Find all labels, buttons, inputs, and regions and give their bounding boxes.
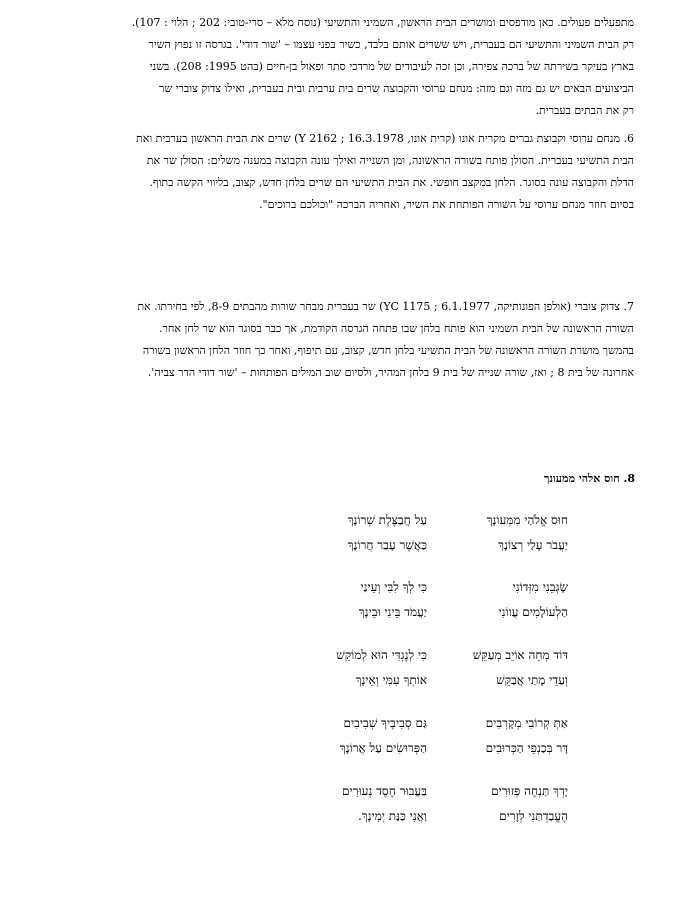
verse-sogar: יַעֲמֹד בֵּינִי וּבֵינָךְ [358,605,427,619]
verse-dalet: הַלְעוֹלָמִים עֲווֹנִי [498,605,568,619]
verse-dalet: דָּר בְּכַנְפֵי הַכְּרוּבִים [485,741,568,755]
text-line: בהמשך מושרת השורה הראשונה של הבית התשיעי בלחן חדש, קצוב, עם תיפוף, ואחר כך חוזר הלחן הראשון בשורה [142,344,634,357]
verse-sogar: כַּאֲשֶׁר עָבַר חֲרוֹנָךְ [347,538,427,552]
text-line: הדלת והקבוצה עונה בסוגר. הלחן במקצב חופשי. את הבית התשיעי הם שרים בלחן חדש, קצוב, בליווי הקשה בתוף. [149,176,634,189]
text-line: רק הבית השמיני והתשיעי הם בעברית, ויש ששרים אותם בלבד, כשיר בפני עצמו – 'שור דודי'. בגרסה זו נפוץ השיר [148,38,634,51]
intro-paragraph [62,12,634,122]
verse-sogar: כִּי לְךָ לִבִּי וְעֵינַי [360,580,427,594]
verse-dalet: יָדְךָ תַּנְחֶה פְּזוּרִים [491,784,568,798]
verse-dalet: דּוֹד מְחֵה אוֹיֵב מְעַקֵּשׁ [472,648,568,662]
text-line: הבית התשיעי בעברית. הסולן פותח בשורה הראשונה, ומן השנייה ואילך עונה הקבוצה במענה משלים: הסולן שר את [146,154,634,167]
verse-sogar: בַּעֲבוּר חֶסֶד נְעוּרִים [342,784,427,798]
text-line: רק את הבתים בעברית. [535,104,634,117]
text-line: מתפעלים פעולים. כאן מודפסים ומושרים הבית הראשון, השמיני והתשיעי (נוסח מלא – סרי-טובי: 202 ; הלוי : 107). [131,16,634,29]
text-line: בסיום חוזר מנחם ערוסי על השורה הפותחת את השיר, ואחריה הברכה "וכולכם ברוכים". [259,198,634,211]
verse-sogar: כִּי לְנֶגְדִּי הוּא לְמוֹקֵשׁ [336,648,427,662]
text-line: 7. צדוק צוברי (אולפן הפונותיקה, 6.1.1977 ; YC 1175) שר בעברית מבחר שורות מהבתים 8-9, לפי בחירתו. את [137,300,634,313]
verse-sogar: הַפְּרוּשִׂים עַל אֲרוֹנָךְ [339,741,427,755]
text-line: 6. מנחם ערוסי וקבוצת גברים מקרית אונו (קרית אונו, 16.3.1978 ; Y 2162) שרים את הבית הראשון בערבית ואת [136,132,634,145]
verse-dalet: אַתְּ קְרוֹבִי מְקָרְבִים [485,716,568,730]
text-line: השורה הראשונה של הבית השמיני הוא פותח בלחן שבו פתחה הגרסה הקודמת, אך כבר בסוגר הוא שר לחן אחר. [159,322,634,335]
song-heading: 8. חוס אלהי ממעונך [543,472,635,485]
item-7-paragraph [62,296,634,384]
verse-dalet: הֶעֱבַדְתַּנִי לְזָרִים [499,809,568,823]
item-6-paragraph [62,128,634,216]
verse-dalet: חוּס אֱלֹהַי מִמְּעוֹנָךְ [486,513,568,527]
text-line: אחרונה של בית 8 ; ואז, שורה שנייה של בית 9 בלחן המהיר, ולסיום שוב המילים הפותחות – 'שור דודי הדר צביה'. [147,366,634,379]
verse-sogar: אוֹתְךָ עִמִּי וְאֵינָךְ [355,673,427,687]
verse-dalet: יַעֲבֹר עָלַי רְצוֹנָךְ [498,538,568,552]
text-line: בארץ בעיקר בשירתה של ברכה צפירה, וכן זכה לעיבודים של מרדכי סתר ופאול בן-חיים (בהט 1995: 208). בשני [149,60,634,73]
verse-dalet: שָׂגְבֵנִי מִזְּדוֹנִי [512,580,568,594]
verse-dalet: וְעַדֵי מָתַי אֲבַקֵּשׁ [496,673,568,687]
verse-sogar: גַּם סְבִיבֶיךָ שְׁבִיבִים [343,716,427,730]
verse-sogar: וַאֲנִי כַּנַּת יְמִינָךְ. [357,809,427,823]
text-line: הביצועים הבאים יש גם מזה וגם מזה: מנחם ערוסי והקבוצה שרים בית ערבית ובית בעברית, ואילו צדוק צוברי שר [158,82,634,95]
verse-sogar: עַל חֲבַצֶּלֶת שְׁרוֹנָךְ [347,513,427,527]
